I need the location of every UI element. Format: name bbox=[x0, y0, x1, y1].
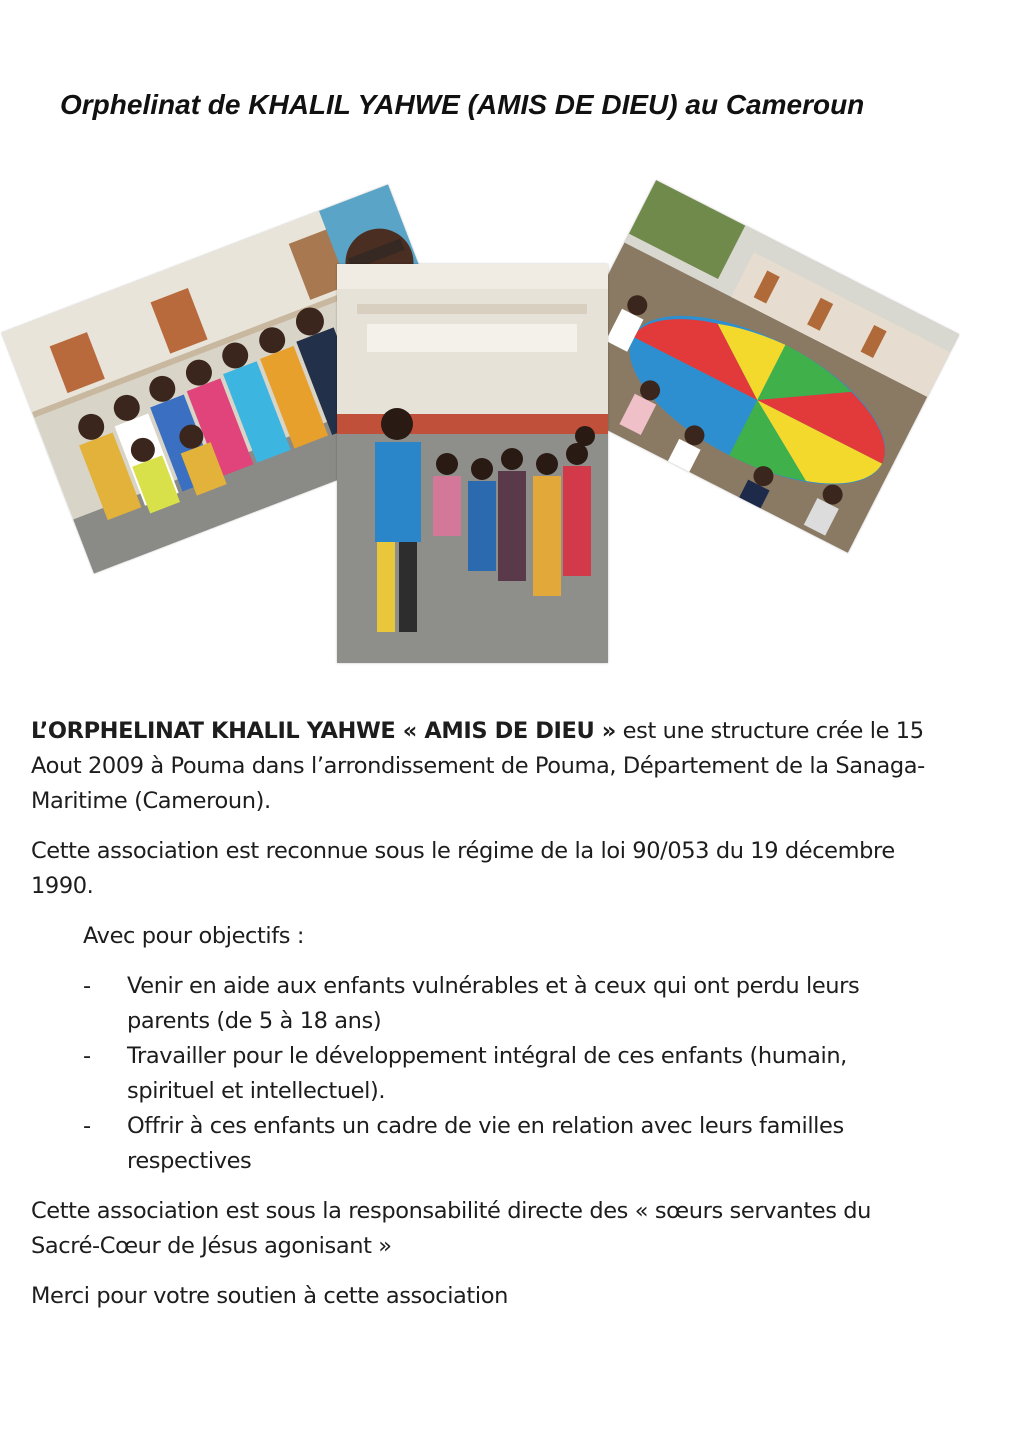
bullet-dash: - bbox=[83, 1113, 91, 1139]
intro-rest: est une structure crée le 15 Aout 2009 à Pouma dans l’arrondissement de Pouma, Département de la Sanaga-Maritime (Cameroun). bbox=[31, 718, 925, 814]
photo-children-dancing bbox=[337, 264, 608, 663]
list-item-text: Offrir à ces enfants un cadre de vie en relation avec leurs familles respectives bbox=[127, 1113, 844, 1174]
responsibility-paragraph: Cette association est sous la responsabilité directe des « sœurs servantes du Sacré-Cœur de Jésus agonisant » bbox=[31, 1198, 872, 1259]
bullet-dash: - bbox=[83, 1043, 91, 1069]
list-item-text: Venir en aide aux enfants vulnérables et à ceux qui ont perdu leurs parents (de 5 à 18 ans) bbox=[127, 973, 860, 1034]
thanks-paragraph: Merci pour votre soutien à cette association bbox=[31, 1283, 508, 1309]
recognition-paragraph: Cette association est reconnue sous le régime de la loi 90/053 du 19 décembre 1990. bbox=[31, 838, 895, 899]
bullet-dash: - bbox=[83, 973, 91, 999]
page-title: Orphelinat de KHALIL YAHWE (AMIS DE DIEU) au Cameroun bbox=[60, 89, 865, 120]
intro-strong: L’ORPHELINAT KHALIL YAHWE « AMIS DE DIEU » bbox=[31, 718, 616, 744]
list-item bbox=[31, 1039, 931, 1109]
photo-icon bbox=[337, 264, 608, 663]
list-item bbox=[31, 1109, 931, 1179]
objectives-list bbox=[31, 969, 931, 1179]
list-item-text: Travailler pour le développement intégral de ces enfants (humain, spirituel et intellectuel). bbox=[127, 1043, 847, 1104]
objectives-heading: Avec pour objectifs : bbox=[83, 923, 305, 949]
intro-paragraph bbox=[31, 714, 931, 819]
list-item bbox=[31, 969, 931, 1039]
body-text bbox=[31, 714, 931, 1329]
